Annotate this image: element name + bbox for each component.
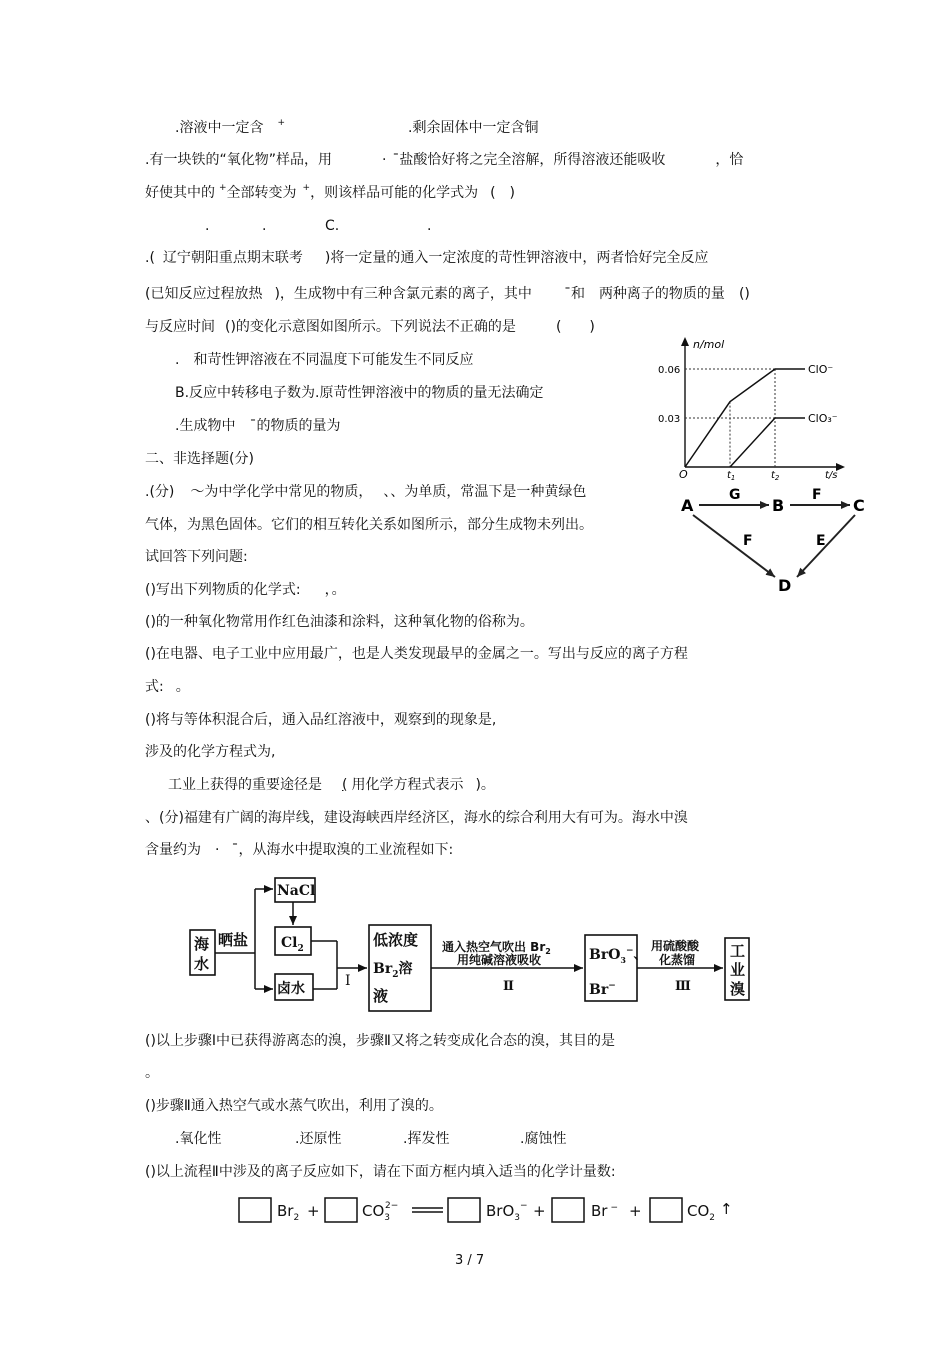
af-part4: ()将与等体积混合后，通入品红溶液中，观察到的现象是, [145,712,497,728]
text: 与反应时间 [145,319,215,335]
bro3-text: BrO [589,947,621,963]
x-tick-t1-sub: 1 [730,474,736,480]
text: ¯的物质的量为 [249,418,341,434]
x-tick-t2-text: t [771,470,775,480]
text: 用化学方程式表示 [351,777,464,793]
br-part1: ()以上步骤Ⅰ中已获得游离态的溴，步骤Ⅱ又将之转变成化合态的溴，其目的是 [145,1033,615,1049]
step2-top-sub: 2 [545,947,551,956]
option-right: .剩余固体中一定含铜 [408,120,539,136]
x-tick-t1-text: t [727,470,731,480]
af-part1 [145,581,346,599]
nacl-label: NaCl [277,883,316,899]
evaporate-label: 晒盐 [218,931,249,949]
cl2-sub: 2 [297,944,304,954]
text: () [738,286,750,302]
option-left [175,119,285,139]
step1-label: Ⅰ [345,973,351,989]
node-d: D [778,576,792,595]
text: ¯ [231,842,239,858]
af-part3: ()在电器、电子工业中应用最广，也是人类发现最早的金属之一。写出与反应的离子方程 [145,646,688,662]
species-co2 [687,1200,733,1223]
brine-label: 卤水 [277,981,305,997]
text: 、、为单质，常温下是一种黄绿色 [383,484,587,500]
iron-question-line2 [145,184,515,204]
option-text: .溶液中一定含 [175,120,264,136]
iron-option-a: . [205,218,210,234]
superscript: + [302,183,311,193]
text: 两种离子的物质的量 [598,286,725,302]
x-tick-t2 [771,470,780,480]
bro3-eq-sub: 3 [514,1213,520,1223]
superscript: + [277,118,285,128]
text: )将一定量的通入一定浓度的苛性钾溶液中，两者恰好完全反应 [324,250,709,266]
br-option-c: .挥发性 [403,1131,450,1147]
co3-text: CO [362,1202,385,1220]
text: ()的变化示意图如图所示。下列说法不正确的是 [225,319,516,335]
br-option-b: .还原性 [295,1131,342,1147]
text: ，从海水中提取溴的工业流程如下: [238,842,454,858]
species-bro3 [486,1201,528,1223]
br-option-a: .氧化性 [175,1131,222,1147]
br-eq-sup: − [610,1203,619,1213]
step3-top-label: 用硫酸酸 [651,939,700,953]
edge-label-g: G [729,487,741,503]
text: ，。 [324,582,346,598]
text: ¯和 [563,286,585,302]
answer-paren: ( ) [490,185,516,201]
br-part1-end: 。 [145,1065,159,1081]
low-conc-line2 [373,960,412,980]
step2-number: Ⅱ [503,979,514,994]
y-axis-arrow [681,337,689,346]
y-axis-label: n/mol [693,338,725,351]
graph-series-group [685,369,805,467]
step3-mid-label: 化蒸馏 [659,953,696,967]
species-br [591,1202,618,1220]
step2-top-text: 通入热空气吹出 Br [442,940,546,954]
node-c: C [853,496,865,515]
text: 工业上获得的重要途径是 [168,777,322,793]
y-tick-0.06: 0.06 [658,365,681,376]
text: · [215,842,220,858]
text: · [381,152,387,168]
section-heading: 二、非选择题(分) [145,451,254,467]
text: .( [145,250,155,266]
br-eq-text: Br [591,1202,608,1220]
origin-label: O [679,468,688,480]
text: ¯盐酸恰好将之完全溶解，所得溶液还能吸收 [392,152,666,168]
superscript: + [219,183,227,193]
coef-box-br[interactable] [552,1198,584,1222]
seawater-char-2: 水 [194,955,210,973]
mole-time-graph [655,335,855,480]
bro3-eq-sup: − [520,1201,528,1211]
coef-box-co3[interactable] [325,1198,357,1222]
bro3-sub: 3 [620,955,626,965]
text: ，则该样品可能的化学式为 [310,185,479,201]
node-b: B [772,496,785,515]
text: )，生成物中有三种含氯元素的离子，其中 [274,286,532,302]
edge-label-e: E [816,533,826,549]
br2-sub: 2 [293,1213,300,1223]
product-char-3: 溴 [730,980,746,998]
relation-diagram [675,483,875,598]
edge-label-f-top: F [812,487,822,503]
text: 式: [145,679,164,695]
cl2-label [281,935,304,954]
koh-question-line3 [145,318,595,336]
br-minus-sup: − [608,981,616,991]
arrow-c-to-d [797,515,855,577]
iron-option-b: . [262,218,267,234]
plus-1: + [307,1202,320,1220]
text: .(分) [145,484,175,500]
text: 含量约为 [145,842,201,858]
plus-2: + [533,1202,546,1220]
step3-number: Ⅲ [675,979,691,994]
koh-option-c [175,417,340,435]
cl2-text: Cl [281,935,298,951]
bro3-separator: 、 [633,947,648,963]
text: ，恰 [715,152,744,168]
x-tick-t1 [727,470,735,480]
coef-box-co2[interactable] [650,1198,682,1222]
br-part2: ()步骤Ⅱ通入热空气或水蒸气吹出，利用了溴的。 [145,1098,443,1114]
x-axis-label: t/s [825,470,838,480]
text: .生成物中 [175,418,236,434]
gas-up-arrow: ↑ [720,1200,733,1218]
af-part3-b [145,678,190,696]
br-minus-label [589,981,616,998]
y-tick-0.03: 0.03 [658,414,681,425]
br-part3: ()以上流程Ⅱ中涉及的离子反应如下，请在下面方框内填入适当的化学计量数: [145,1164,616,1180]
iron-option-d: . [427,218,432,234]
text: 。 [175,679,190,695]
series-label-clo: ClO⁻ [808,363,834,376]
node-a: A [681,496,694,515]
koh-question-line1 [145,249,708,267]
product-char-1: 工 [730,942,746,960]
text: ～为中学化学中常见的物质， [190,484,366,500]
text: .有一块铁的“氧化物”样品，用 [145,152,332,168]
ionic-equation [235,1192,745,1230]
af-part2: ()的一种氧化物常用作红色油漆和涂料，这种氧化物的俗称为。 [145,614,534,630]
af-question-line1 [145,483,586,501]
bromine-flowchart [185,873,760,1013]
af-part5 [168,776,495,794]
bro3-sup: − [625,946,634,956]
af-question-line2: 气体，为黑色固体。它们的相互转化关系如图所示，部分生成物未列出。 [145,517,593,533]
seawater-char-1: 海 [194,935,210,953]
low-conc-solution: 溶 [398,961,413,977]
co2-text: CO [687,1202,710,1220]
br-option-d: .腐蚀性 [520,1131,567,1147]
af-question-line3: 试回答下列问题: [145,549,248,565]
br-minus-text: Br [589,982,609,998]
low-conc-br-sub: 2 [392,970,399,980]
iron-question-line1 [145,151,743,169]
co2-sub: 2 [709,1213,716,1223]
br-question-line2 [145,841,453,859]
koh-question-line2 [145,285,750,303]
product-char-2: 业 [730,961,746,979]
af-part4-b: 涉及的化学方程式为, [145,744,276,760]
text: (已知反应过程放热 [145,286,263,302]
species-co3 [362,1201,398,1223]
arrow-a-to-d [693,515,775,577]
br-question-line1: 、(分)福建有广阔的海岸线，建设海峡西岸经济区，海水的综合利用大有可为。海水中溴 [145,810,688,826]
coef-box-br2[interactable] [239,1198,271,1222]
bro3-eq-text: BrO [486,1202,515,1220]
coef-box-bro3[interactable] [448,1198,480,1222]
series-line-clo3 [730,418,805,467]
bro3-label [589,946,648,965]
text: )。 [475,777,495,793]
text: 辽宁朝阳重点期末联考 [162,250,303,266]
low-conc-line1: 低浓度 [373,931,419,949]
br2-text: Br [277,1202,294,1220]
co3-sup: 2− [385,1201,399,1211]
koh-option-a: . 和苛性钾溶液在不同温度下可能发生不同反应 [175,352,474,368]
text: ()写出下列物质的化学式: [145,582,301,598]
page-number: 3 / 7 [455,1253,485,1268]
step2-mid-label: 用纯碱溶液吸收 [457,953,542,967]
text: 全部转变为 [226,185,297,201]
x-tick-t2-sub: 2 [774,474,780,480]
text: ( [342,777,348,793]
edge-label-f-left: F [743,533,753,549]
answer-paren: ( ) [555,319,595,335]
low-conc-line3: 液 [373,987,389,1005]
iron-option-c: C. [325,218,340,234]
series-label-clo3: ClO₃⁻ [808,412,838,425]
plus-3: + [629,1202,642,1220]
text: 好使其中的 [145,185,215,201]
koh-option-b: B.反应中转移电子数为.原苛性钾溶液中的物质的量无法确定 [175,385,544,401]
species-br2 [277,1202,299,1223]
low-conc-br: Br [373,961,393,977]
co3-sub: 3 [384,1213,391,1223]
